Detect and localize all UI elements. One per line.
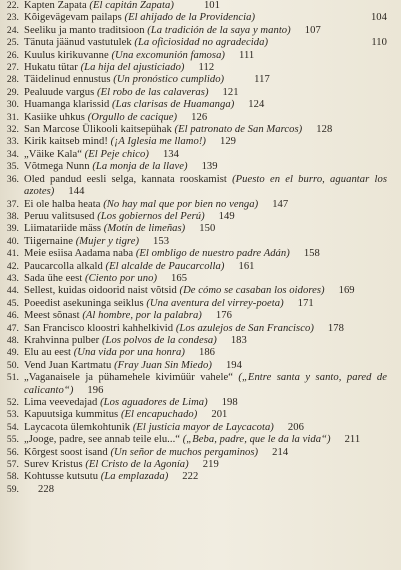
entry-number: 51. bbox=[6, 372, 19, 384]
entry-number: 22. bbox=[6, 0, 19, 11]
entry-original-title: (Mujer y tigre) bbox=[75, 235, 140, 247]
entry-number: 41. bbox=[6, 248, 19, 260]
entry-page-number: 219 bbox=[202, 459, 219, 471]
toc-entry bbox=[0, 397, 387, 409]
entry-number: 52. bbox=[6, 397, 19, 408]
entry-number: 55. bbox=[6, 434, 19, 446]
entry-page-number: 121 bbox=[222, 86, 239, 98]
entry-original-title: (La hija del ajusticiado) bbox=[80, 62, 185, 74]
entry-number: 45. bbox=[6, 297, 19, 309]
entry-original-title: (Una aventura del virrey-poeta) bbox=[146, 297, 284, 309]
entry-original-title: (Puesto en el burro, aguantar los azotes) bbox=[24, 173, 387, 198]
entry-original-title: (Motín de limeñas) bbox=[103, 223, 186, 235]
entry-original-title: (Una excomunión famosa) bbox=[111, 49, 226, 61]
entry-number: 32. bbox=[6, 124, 19, 136]
entry-page-number: 134 bbox=[162, 148, 179, 160]
entry-page-number: 176 bbox=[215, 310, 232, 322]
entry-number: 29. bbox=[6, 86, 19, 98]
entry-original-title: („Beba, padre, que le da la vida“) bbox=[182, 434, 331, 446]
toc-entry bbox=[0, 335, 387, 347]
entry-number: 24. bbox=[6, 24, 19, 36]
entry-original-title: (El alcalde de Paucarcolla) bbox=[105, 260, 225, 272]
entry-original-title: (La tradición de la saya y manto) bbox=[147, 24, 291, 36]
entry-number: 49. bbox=[6, 347, 19, 359]
entry-title: Sada ühe eest bbox=[24, 272, 83, 284]
entry-page-number: 150 bbox=[199, 223, 216, 235]
toc-entry bbox=[0, 323, 387, 335]
entry-page-number: 228 bbox=[38, 483, 55, 495]
entry-page-number: 211 bbox=[344, 434, 361, 446]
entry-page-number: 196 bbox=[87, 384, 104, 396]
entry-page-number: 128 bbox=[316, 124, 333, 136]
entry-original-title: (Los gobiernos del Perú) bbox=[97, 210, 205, 222]
entry-number: 40. bbox=[6, 235, 19, 247]
toc-entry bbox=[0, 50, 387, 62]
entry-number: 39. bbox=[6, 223, 19, 235]
entry-title: Laycacota ülemkohtunik bbox=[24, 421, 131, 433]
entry-number: 42. bbox=[6, 260, 19, 272]
entry-title: Tiigernaine bbox=[24, 235, 74, 247]
entry-title: Meest sõnast bbox=[24, 310, 80, 322]
entry-title: Seeliku ja manto traditsioon bbox=[24, 24, 145, 36]
entry-original-title: (El Cristo de la Agonía) bbox=[85, 459, 189, 471]
entry-page-number: 194 bbox=[225, 359, 242, 371]
entry-title: Võtmega Nunn bbox=[24, 161, 90, 173]
entry-number: 50. bbox=[6, 359, 19, 371]
entry-number: 44. bbox=[6, 285, 19, 297]
entry-number: 25. bbox=[6, 37, 19, 49]
entry-original-title: (Orgullo de cacique) bbox=[87, 111, 178, 123]
toc-entry bbox=[0, 211, 387, 223]
toc-entry bbox=[0, 459, 387, 471]
entry-title: Täidelinud ennustus bbox=[24, 74, 111, 86]
entry-title: Sellest, kuidas oidoorid naist võtsid bbox=[24, 285, 177, 297]
entry-page-number: 144 bbox=[68, 186, 85, 198]
entry-number: 54. bbox=[6, 421, 19, 433]
entry-title: „Vaganaisele ja pühamehele kivimüür vahele“ bbox=[24, 372, 233, 384]
entry-title: Surev Kristus bbox=[24, 459, 83, 471]
entry-original-title: (Un pronóstico cumplido) bbox=[113, 74, 225, 86]
entry-page-number: 124 bbox=[248, 99, 265, 111]
entry-page-number: 158 bbox=[303, 248, 320, 260]
entry-page-number: 206 bbox=[287, 421, 304, 433]
toc-entry bbox=[0, 248, 387, 260]
entry-page-number: 110 bbox=[371, 37, 387, 49]
entry-original-title: (La oficiosidad no agradecida) bbox=[134, 37, 269, 49]
entry-title: Meie esiisa Aadama naba bbox=[24, 248, 134, 260]
toc-entry bbox=[0, 447, 387, 459]
entry-title: Pealuude vargus bbox=[24, 86, 95, 98]
entry-page-number: 104 bbox=[370, 12, 387, 24]
entry-title: „Väike Kala“ bbox=[24, 148, 82, 160]
entry-number: 56. bbox=[6, 446, 19, 458]
entry-number: 43. bbox=[6, 272, 19, 284]
toc-entry bbox=[0, 62, 387, 74]
entry-page-number: 101 bbox=[203, 0, 220, 11]
entry-original-title: (La monja de la llave) bbox=[92, 161, 188, 173]
entry-original-title: („Entre santa y santo, pared de calicanto“) bbox=[24, 372, 387, 396]
entry-number: 27. bbox=[6, 62, 19, 74]
entry-page-number: 201 bbox=[211, 409, 228, 421]
toc-entry bbox=[0, 74, 387, 86]
toc-entry bbox=[0, 223, 387, 235]
entry-number: 38. bbox=[6, 210, 19, 222]
entry-original-title: (De cómo se casaban los oidores) bbox=[179, 285, 325, 297]
entry-title: Kuulus kirikuvanne bbox=[24, 49, 109, 61]
entry-number: 37. bbox=[6, 198, 19, 210]
entry-number: 46. bbox=[6, 310, 19, 322]
entry-page-number: 147 bbox=[272, 198, 289, 210]
entry-original-title: (Ciento por uno) bbox=[85, 272, 158, 284]
entry-page-number: 222 bbox=[182, 471, 199, 483]
entry-title: Ei ole halba heata bbox=[24, 198, 101, 210]
toc-entry bbox=[0, 136, 387, 148]
entry-page-number: 165 bbox=[171, 272, 188, 284]
entry-title: San Francisco kloostri kahhelkivid bbox=[24, 322, 174, 334]
entry-number: 48. bbox=[6, 334, 19, 346]
entry-number: 23. bbox=[6, 12, 19, 24]
entry-title: Kapten Zapata bbox=[24, 0, 87, 11]
entry-original-title: (El robo de las calaveras) bbox=[97, 86, 209, 98]
toc-entry bbox=[0, 484, 387, 496]
entry-title: Tänuta jäänud vastutulek bbox=[24, 37, 132, 49]
toc-entry bbox=[0, 422, 387, 434]
entry-title: Liimatariide mäss bbox=[24, 223, 102, 235]
entry-title: Peruu valitsused bbox=[24, 210, 95, 222]
entry-page-number: 139 bbox=[201, 161, 218, 173]
entry-number: 26. bbox=[6, 49, 19, 61]
toc-entry bbox=[0, 273, 387, 285]
entry-page-number: 153 bbox=[153, 235, 170, 247]
entry-page-number: 161 bbox=[238, 260, 255, 272]
entry-number: 35. bbox=[6, 161, 19, 173]
toc-entry bbox=[0, 236, 387, 248]
toc-entry bbox=[0, 124, 387, 136]
entry-original-title: (El capitán Zapata) bbox=[89, 0, 174, 11]
entry-title: Krahvinna pulber bbox=[24, 334, 100, 346]
toc-entry bbox=[0, 99, 387, 111]
entry-page-number: 129 bbox=[219, 136, 237, 148]
toc-entry bbox=[0, 12, 387, 24]
entry-original-title: (Al hombre, por la palabra) bbox=[82, 310, 202, 322]
toc-entry bbox=[0, 347, 387, 359]
entry-page-number: 198 bbox=[221, 397, 238, 408]
entry-original-title: (El justicia mayor de Laycacota) bbox=[132, 421, 274, 433]
entry-original-title: (El Peje chico) bbox=[84, 148, 149, 160]
entry-page-number: 111 bbox=[239, 49, 255, 61]
entry-number: 30. bbox=[6, 99, 19, 111]
entry-number: 47. bbox=[6, 322, 19, 334]
entry-page-number: 112 bbox=[198, 62, 215, 74]
entry-page-number: 171 bbox=[297, 297, 314, 309]
toc-entry bbox=[0, 409, 387, 421]
entry-title: Lima veevedajad bbox=[24, 397, 98, 408]
toc-entry bbox=[0, 360, 387, 372]
entry-title: Kasiike uhkus bbox=[24, 111, 85, 123]
entry-number: 59. bbox=[6, 483, 19, 495]
entry-page-number: 126 bbox=[191, 111, 208, 123]
entry-title: Poeedist asekuninga seiklus bbox=[24, 297, 144, 309]
toc-entry bbox=[0, 149, 387, 161]
entry-title: Kirik kaitseb mind! bbox=[24, 136, 108, 148]
entry-original-title: (El patronato de San Marcos) bbox=[174, 124, 303, 136]
entry-page-number: 183 bbox=[230, 334, 247, 346]
toc-entry bbox=[0, 37, 387, 49]
entry-number: 36. bbox=[6, 173, 19, 185]
entry-number: 34. bbox=[6, 148, 19, 160]
toc-entry bbox=[0, 87, 387, 99]
toc-entry bbox=[0, 471, 387, 483]
entry-title: Paucarcolla alkald bbox=[24, 260, 103, 272]
entry-original-title: (Un señor de muchos pergaminos) bbox=[110, 446, 259, 458]
toc-entry bbox=[0, 434, 387, 446]
toc-entry bbox=[0, 0, 387, 12]
entry-number: 53. bbox=[6, 409, 19, 421]
entry-title: Kõrgest soost isand bbox=[24, 446, 108, 458]
entry-original-title: (Los polvos de la condesa) bbox=[101, 334, 217, 346]
entry-title: Vend Juan Kartmatu bbox=[24, 359, 112, 371]
toc-entry bbox=[0, 372, 387, 397]
entry-original-title: (Los azulejos de San Francisco) bbox=[175, 322, 314, 334]
entry-page-number: 149 bbox=[218, 210, 235, 222]
entry-original-title: (Las clarisas de Huamanga) bbox=[112, 99, 235, 111]
toc-entry bbox=[0, 199, 387, 211]
entry-title: Kapuutsiga kummitus bbox=[24, 409, 119, 421]
entry-number: 31. bbox=[6, 111, 19, 123]
entry-number: 57. bbox=[6, 459, 19, 471]
entry-original-title: (Una vida por una honra) bbox=[73, 347, 185, 359]
entry-original-title: (No hay mal que por bien no venga) bbox=[103, 198, 259, 210]
entry-title: Hukatu tütar bbox=[24, 62, 78, 74]
entry-title: San Marcose Ülikooli kaitsepühak bbox=[24, 124, 172, 136]
toc-entry bbox=[0, 174, 387, 199]
toc-entry bbox=[0, 298, 387, 310]
entry-original-title: (Fray Juan Sin Miedo) bbox=[114, 359, 212, 371]
toc-entry bbox=[0, 25, 387, 37]
entry-number: 33. bbox=[6, 136, 19, 148]
entry-title: Huamanga klarissid bbox=[24, 99, 110, 111]
entry-page-number: 214 bbox=[272, 446, 289, 458]
entry-original-title: (La emplazada) bbox=[100, 471, 169, 483]
entry-title: „Jooge, padre, see annab teile elu...“ bbox=[24, 434, 181, 446]
entry-title: Kõigevägevam pailaps bbox=[24, 12, 122, 24]
entry-page-number: 107 bbox=[304, 24, 321, 36]
entry-original-title: (¡A Iglesia me llamo!) bbox=[110, 136, 206, 148]
toc-entry bbox=[0, 112, 387, 124]
entry-page-number: 186 bbox=[198, 347, 216, 359]
entry-original-title: (El ahijado de la Providencia) bbox=[124, 12, 256, 24]
toc-entry bbox=[0, 310, 387, 322]
entry-original-title: (El ombligo de nuestro padre Adán) bbox=[135, 248, 290, 260]
entry-number: 58. bbox=[6, 471, 19, 483]
entry-title: Oled pandud eesli selga, kannata rooskamist bbox=[24, 173, 227, 185]
entry-number: 28. bbox=[6, 74, 19, 86]
entry-original-title: (Los aguadores de Lima) bbox=[100, 397, 208, 408]
entry-original-title: (El encapuchado) bbox=[120, 409, 198, 421]
entry-title: Kohtusse kutsutu bbox=[24, 471, 99, 483]
entry-page-number: 117 bbox=[254, 74, 270, 86]
toc-entry bbox=[0, 161, 387, 173]
entry-page-number: 169 bbox=[338, 285, 355, 297]
entry-page-number: 178 bbox=[327, 322, 344, 334]
entry-title: Elu au eest bbox=[24, 347, 72, 359]
toc-entry bbox=[0, 261, 387, 273]
toc-entry bbox=[0, 285, 387, 297]
